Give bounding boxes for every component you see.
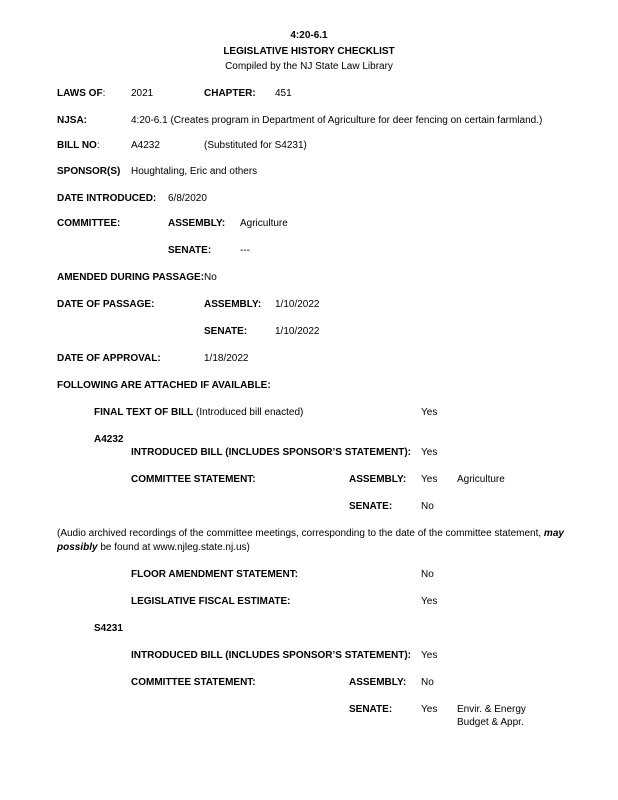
a-bill-number: A4232 [94,434,124,445]
njsa-value: 4:20-6.1 (Creates program in Department of Agriculture for deer fencing on certain farmland.) [131,115,543,126]
laws-of-label: LAWS OF [57,88,103,99]
sponsors-value: Houghtaling, Eric and others [131,166,258,177]
page-title: LEGISLATIVE HISTORY CHECKLIST [223,46,395,57]
audio-note-text: (Audio archived recordings of the committee meetings, corresponding to the date of the committee statement, [57,528,544,539]
s-senate-value: Yes [421,704,438,715]
sponsors-label: SPONSOR(S) [57,166,121,177]
fiscal-estimate-value: Yes [421,596,438,607]
a-senate-label: SENATE: [349,501,393,512]
a-senate-value: No [421,501,434,512]
final-text-label: FINAL TEXT OF BILL [94,407,194,418]
a-assembly-label: ASSEMBLY: [349,474,407,485]
floor-amendment-label: FLOOR AMENDMENT STATEMENT: [131,569,299,580]
citation-heading: 4:20-6.1 [290,30,328,41]
passage-senate-label: SENATE: [204,326,248,337]
date-of-approval-label: DATE OF APPROVAL: [57,353,161,364]
final-text-note: (Introduced bill enacted) [196,407,304,418]
s-assembly-value: No [421,677,434,688]
a-assembly-committee: Agriculture [457,474,505,485]
audio-note-emphasis: may [543,528,564,539]
date-introduced-value: 6/8/2020 [168,193,207,204]
committee-senate-value: --- [240,245,250,256]
a-introduced-value: Yes [421,447,438,458]
s-committee-label: COMMITTEE STATEMENT: [131,677,256,688]
audio-note-line2 [57,542,250,553]
final-text-value: Yes [421,407,438,418]
a-committee-label: COMMITTEE STATEMENT: [131,474,256,485]
a-introduced-label: INTRODUCED BILL (INCLUDES SPONSOR’S STATEMENT): [131,447,411,458]
bill-no-colon: : [96,140,100,151]
njsa-label: NJSA: [57,115,88,126]
committee-label: COMMITTEE: [57,218,121,229]
amended-value: No [204,272,217,283]
passage-assembly-value: 1/10/2022 [275,299,320,310]
chapter-label: CHAPTER: [204,88,256,99]
bill-no-value: A4232 [131,140,160,151]
page-subtitle: Compiled by the NJ State Law Library [225,61,393,72]
laws-of-row [57,88,105,99]
laws-of-colon: : [102,88,106,99]
bill-no-note: (Substituted for S4231) [204,140,307,151]
laws-of-value: 2021 [131,88,154,99]
amended-label: AMENDED DURING PASSAGE: [57,272,205,283]
floor-amendment-value: No [421,569,434,580]
date-introduced-label: DATE INTRODUCED: [57,193,157,204]
attached-heading: FOLLOWING ARE ATTACHED IF AVAILABLE: [57,380,271,391]
final-text-row [94,407,303,418]
committee-assembly-value: Agriculture [240,218,288,229]
date-of-passage-label: DATE OF PASSAGE: [57,299,155,310]
s-bill-number: S4231 [94,623,123,634]
passage-assembly-label: ASSEMBLY: [204,299,262,310]
date-of-approval-value: 1/18/2022 [204,353,249,364]
audio-note-link-text: be found at www.njleg.state.nj.us) [97,542,250,553]
passage-senate-value: 1/10/2022 [275,326,320,337]
audio-note-line1 [57,528,564,539]
committee-assembly-label: ASSEMBLY: [168,218,226,229]
bill-no-label: BILL NO [57,140,97,151]
chapter-value: 451 [275,88,292,99]
audio-note-emphasis-2: possibly [57,542,98,553]
s-introduced-value: Yes [421,650,438,661]
a-assembly-value: Yes [421,474,438,485]
s-assembly-label: ASSEMBLY: [349,677,407,688]
s-senate-committee-1: Envir. & Energy [457,704,526,715]
bill-no-row [57,140,100,151]
s-introduced-label: INTRODUCED BILL (INCLUDES SPONSOR’S STATEMENT): [131,650,411,661]
s-senate-committee-2: Budget & Appr. [457,717,524,728]
fiscal-estimate-label: LEGISLATIVE FISCAL ESTIMATE: [131,596,291,607]
committee-senate-label: SENATE: [168,245,212,256]
s-senate-label: SENATE: [349,704,393,715]
